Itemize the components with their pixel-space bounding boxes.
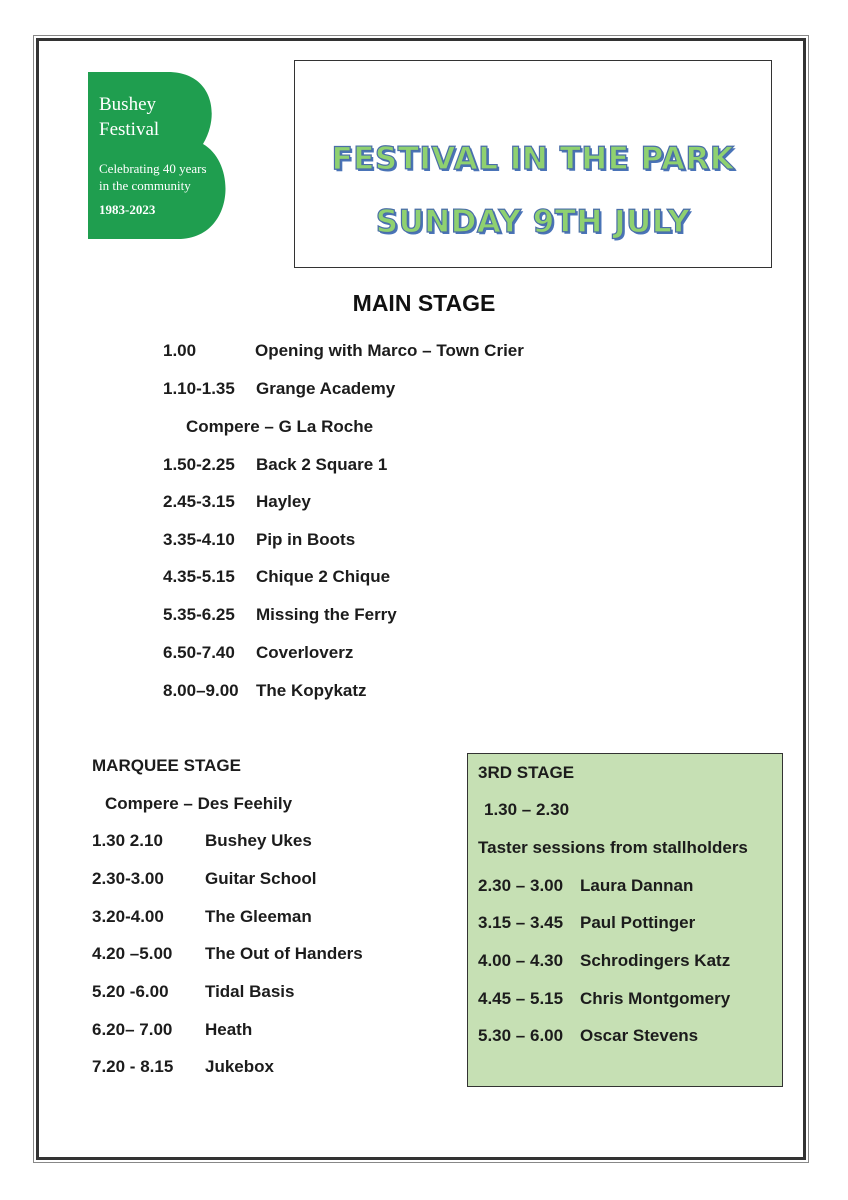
marquee-stage-act: Jukebox: [205, 1057, 274, 1076]
third-stage-act: Paul Pottinger: [580, 913, 696, 932]
marquee-stage-act: The Gleeman: [205, 907, 312, 926]
main-stage-act: Pip in Boots: [256, 530, 356, 549]
marquee-stage-time: 5.20 -6.00: [92, 982, 169, 1001]
marquee-stage-time: 3.20-4.00: [92, 907, 164, 926]
marquee-stage-act: The Out of Handers: [205, 944, 363, 963]
third-stage-session-time-text: 1.30 – 2.30: [484, 800, 570, 819]
marquee-stage-act: Guitar School: [205, 869, 317, 888]
main-stage-time: 5.35-6.25: [163, 605, 235, 624]
third-stage-time: 4.00 – 4.30: [478, 951, 564, 970]
third-stage-act: Laura Dannan: [580, 876, 694, 895]
main-stage-act: Chique 2 Chique: [256, 567, 391, 586]
marquee-stage-time: 7.20 - 8.15: [92, 1057, 174, 1076]
bushey-festival-logo: [88, 72, 233, 239]
main-stage-act: Back 2 Square 1: [256, 455, 388, 474]
main-stage-heading: MAIN STAGE: [352, 290, 496, 316]
title-line-2: SUNDAY 9TH JULY: [375, 204, 691, 240]
main-stage-time: 1.10-1.35: [163, 379, 235, 398]
logo-name-line2: Festival: [99, 119, 160, 140]
main-stage-time: 3.35-4.10: [163, 530, 235, 549]
main-stage-act: Coverloverz: [256, 643, 354, 662]
logo-years: 1983-2023: [99, 202, 156, 217]
marquee-stage-time: 1.30 2.10: [92, 831, 163, 850]
marquee-stage-act: Heath: [205, 1020, 253, 1039]
main-stage-time: 1.50-2.25: [163, 455, 235, 474]
title-box: [294, 60, 772, 268]
marquee-stage-act: Bushey Ukes: [205, 831, 312, 850]
third-stage-act: Oscar Stevens: [580, 1026, 699, 1045]
third-stage-act: Chris Montgomery: [580, 989, 731, 1008]
marquee-compere-text: Compere – Des Feehily: [105, 794, 293, 813]
third-stage-time: 5.30 – 6.00: [478, 1026, 564, 1045]
third-stage-time: 2.30 – 3.00: [478, 876, 564, 895]
main-stage-time: 4.35-5.15: [163, 567, 235, 586]
main-stage-act: The Kopykatz: [256, 681, 367, 700]
title-line-1: FESTIVAL IN THE PARK: [331, 141, 735, 177]
logo-name-line1: Bushey: [99, 94, 156, 115]
third-stage-act: Schrodingers Katz: [580, 951, 731, 970]
main-stage-act: Missing the Ferry: [256, 605, 397, 624]
marquee-stage-heading: MARQUEE STAGE: [92, 756, 241, 775]
third-stage-heading: 3RD STAGE: [478, 763, 575, 782]
main-stage-act: Hayley: [256, 492, 311, 511]
marquee-stage-time: 4.20 –5.00: [92, 944, 173, 963]
logo-tagline-line1: Celebrating 40 years: [99, 161, 207, 176]
third-stage-session-desc-text: Taster sessions from stallholders: [478, 838, 748, 857]
main-stage-act: Opening with Marco – Town Crier: [255, 341, 524, 360]
marquee-stage-act: Tidal Basis: [205, 982, 295, 1001]
main-stage-time: 6.50-7.40: [163, 643, 235, 662]
marquee-stage-time: 2.30-3.00: [92, 869, 164, 888]
third-stage-time: 3.15 – 3.45: [478, 913, 564, 932]
main-stage-act: Grange Academy: [256, 379, 396, 398]
main-stage-time: 2.45-3.15: [163, 492, 235, 511]
main-stage-time: 1.00: [163, 341, 197, 360]
main-stage-compere-text: Compere – G La Roche: [186, 417, 374, 436]
main-stage-time: 8.00–9.00: [163, 681, 239, 700]
marquee-stage-time: 6.20– 7.00: [92, 1020, 173, 1039]
logo-tagline-line2: in the community: [99, 178, 191, 193]
third-stage-time: 4.45 – 5.15: [478, 989, 564, 1008]
